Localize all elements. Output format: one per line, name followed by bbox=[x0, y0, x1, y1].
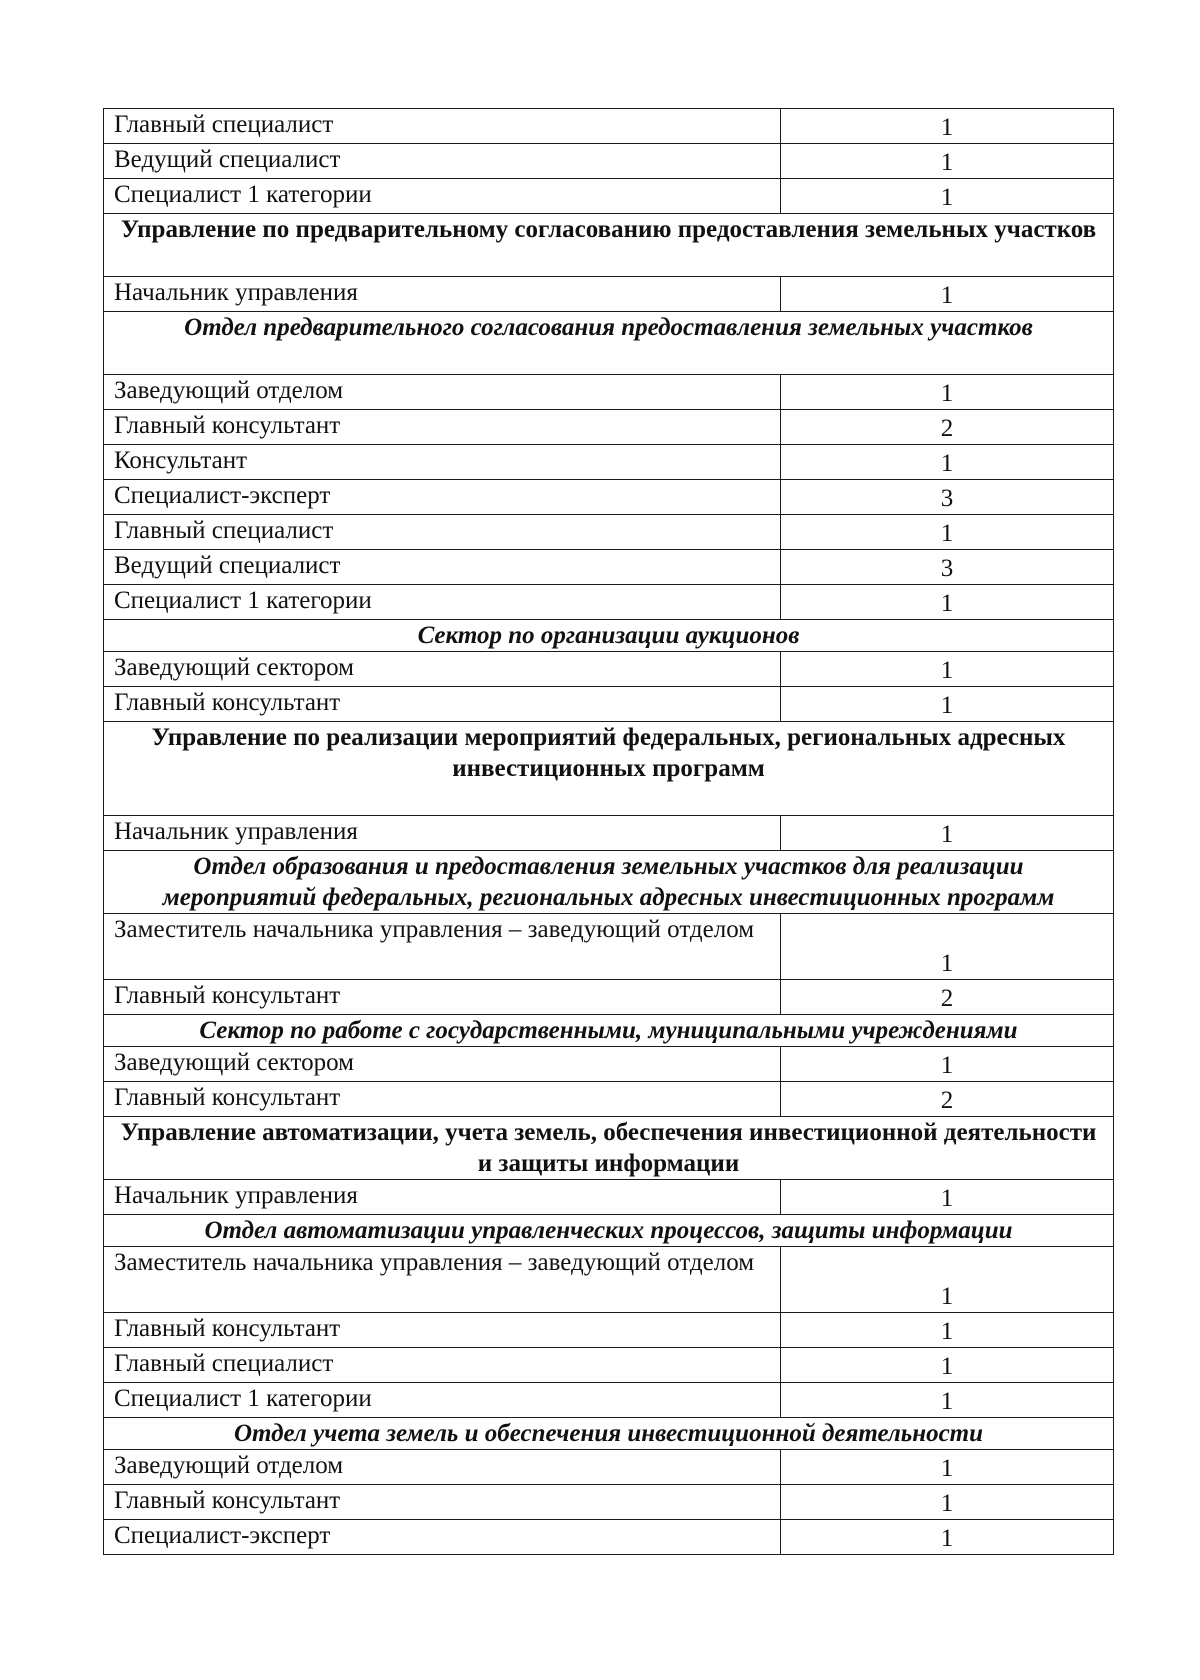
position-row bbox=[104, 109, 1114, 144]
section-header: Управление по реализации мероприятий федеральных, региональных адресных инвестиционных программ bbox=[104, 722, 1114, 816]
position-count: 1 bbox=[781, 914, 1114, 980]
position-count: 1 bbox=[781, 1450, 1114, 1485]
position-row bbox=[104, 1313, 1114, 1348]
position-count: 1 bbox=[781, 179, 1114, 214]
position-title: Заведующий отделом bbox=[104, 375, 781, 410]
position-count: 1 bbox=[781, 1348, 1114, 1383]
position-row bbox=[104, 1082, 1114, 1117]
position-row bbox=[104, 515, 1114, 550]
position-count: 3 bbox=[781, 480, 1114, 515]
position-row bbox=[104, 277, 1114, 312]
position-row bbox=[104, 1047, 1114, 1082]
section-header-row bbox=[104, 1215, 1114, 1247]
position-title: Начальник управления bbox=[104, 277, 781, 312]
position-title: Начальник управления bbox=[104, 816, 781, 851]
position-title: Заведующий сектором bbox=[104, 1047, 781, 1082]
position-row bbox=[104, 914, 1114, 980]
position-row bbox=[104, 1520, 1114, 1555]
position-title: Специалист 1 категории bbox=[104, 1383, 781, 1418]
position-row bbox=[104, 375, 1114, 410]
section-header-row bbox=[104, 1418, 1114, 1450]
position-count: 1 bbox=[781, 109, 1114, 144]
section-header-row bbox=[104, 1117, 1114, 1180]
position-count: 3 bbox=[781, 550, 1114, 585]
position-row bbox=[104, 652, 1114, 687]
position-row bbox=[104, 1450, 1114, 1485]
section-header: Отдел предварительного согласования предоставления земельных участков bbox=[104, 312, 1114, 375]
position-count: 1 bbox=[781, 375, 1114, 410]
position-count: 1 bbox=[781, 1047, 1114, 1082]
position-count: 1 bbox=[781, 1383, 1114, 1418]
section-header: Отдел учета земель и обеспечения инвестиционной деятельности bbox=[104, 1418, 1114, 1450]
position-count: 1 bbox=[781, 144, 1114, 179]
position-count: 1 bbox=[781, 515, 1114, 550]
position-title: Главный консультант bbox=[104, 410, 781, 445]
position-count: 1 bbox=[781, 687, 1114, 722]
position-title: Ведущий специалист bbox=[104, 550, 781, 585]
position-title: Специалист-эксперт bbox=[104, 1520, 781, 1555]
position-title: Консультант bbox=[104, 445, 781, 480]
position-count: 1 bbox=[781, 1520, 1114, 1555]
position-count: 1 bbox=[781, 1247, 1114, 1313]
section-header: Управление автоматизации, учета земель, обеспечения инвестиционной деятельности и защиты информации bbox=[104, 1117, 1114, 1180]
position-count: 1 bbox=[781, 585, 1114, 620]
position-row bbox=[104, 816, 1114, 851]
position-row bbox=[104, 1348, 1114, 1383]
position-row bbox=[104, 585, 1114, 620]
section-header-row bbox=[104, 214, 1114, 277]
position-row bbox=[104, 480, 1114, 515]
staff-table bbox=[103, 108, 1114, 1555]
section-header: Сектор по работе с государственными, муниципальными учреждениями bbox=[104, 1015, 1114, 1047]
position-row bbox=[104, 445, 1114, 480]
position-count: 1 bbox=[781, 652, 1114, 687]
section-header-row bbox=[104, 312, 1114, 375]
section-header: Сектор по организации аукционов bbox=[104, 620, 1114, 652]
position-count: 1 bbox=[781, 1180, 1114, 1215]
position-title: Заместитель начальника управления – заведующий отделом bbox=[104, 914, 781, 980]
position-count: 1 bbox=[781, 816, 1114, 851]
position-row bbox=[104, 1383, 1114, 1418]
position-title: Главный специалист bbox=[104, 515, 781, 550]
position-title: Специалист 1 категории bbox=[104, 179, 781, 214]
position-title: Главный консультант bbox=[104, 1082, 781, 1117]
staff-table-body bbox=[104, 109, 1114, 1555]
position-row bbox=[104, 144, 1114, 179]
position-title: Главный специалист bbox=[104, 109, 781, 144]
section-header: Отдел автоматизации управленческих процессов, защиты информации bbox=[104, 1215, 1114, 1247]
position-title: Главный консультант bbox=[104, 980, 781, 1015]
position-row bbox=[104, 550, 1114, 585]
position-title: Главный консультант bbox=[104, 1485, 781, 1520]
position-row bbox=[104, 1247, 1114, 1313]
position-count: 1 bbox=[781, 1313, 1114, 1348]
position-title: Заместитель начальника управления – заведующий отделом bbox=[104, 1247, 781, 1313]
position-count: 1 bbox=[781, 1485, 1114, 1520]
position-title: Главный специалист bbox=[104, 1348, 781, 1383]
position-title: Главный консультант bbox=[104, 687, 781, 722]
position-title: Специалист 1 категории bbox=[104, 585, 781, 620]
section-header: Управление по предварительному согласованию предоставления земельных участков bbox=[104, 214, 1114, 277]
position-row bbox=[104, 1485, 1114, 1520]
position-title: Заведующий сектором bbox=[104, 652, 781, 687]
position-title: Заведующий отделом bbox=[104, 1450, 781, 1485]
position-row bbox=[104, 179, 1114, 214]
section-header-row bbox=[104, 851, 1114, 914]
position-title: Специалист-эксперт bbox=[104, 480, 781, 515]
section-header-row bbox=[104, 1015, 1114, 1047]
position-title: Ведущий специалист bbox=[104, 144, 781, 179]
position-title: Начальник управления bbox=[104, 1180, 781, 1215]
position-count: 2 bbox=[781, 410, 1114, 445]
position-row bbox=[104, 980, 1114, 1015]
position-title: Главный консультант bbox=[104, 1313, 781, 1348]
section-header: Отдел образования и предоставления земельных участков для реализации мероприятий федеральных, региональных адресных инвестиционных программ bbox=[104, 851, 1114, 914]
position-count: 2 bbox=[781, 980, 1114, 1015]
section-header-row bbox=[104, 620, 1114, 652]
position-count: 2 bbox=[781, 1082, 1114, 1117]
position-count: 1 bbox=[781, 445, 1114, 480]
position-count: 1 bbox=[781, 277, 1114, 312]
section-header-row bbox=[104, 722, 1114, 816]
position-row bbox=[104, 1180, 1114, 1215]
position-row bbox=[104, 410, 1114, 445]
position-row bbox=[104, 687, 1114, 722]
